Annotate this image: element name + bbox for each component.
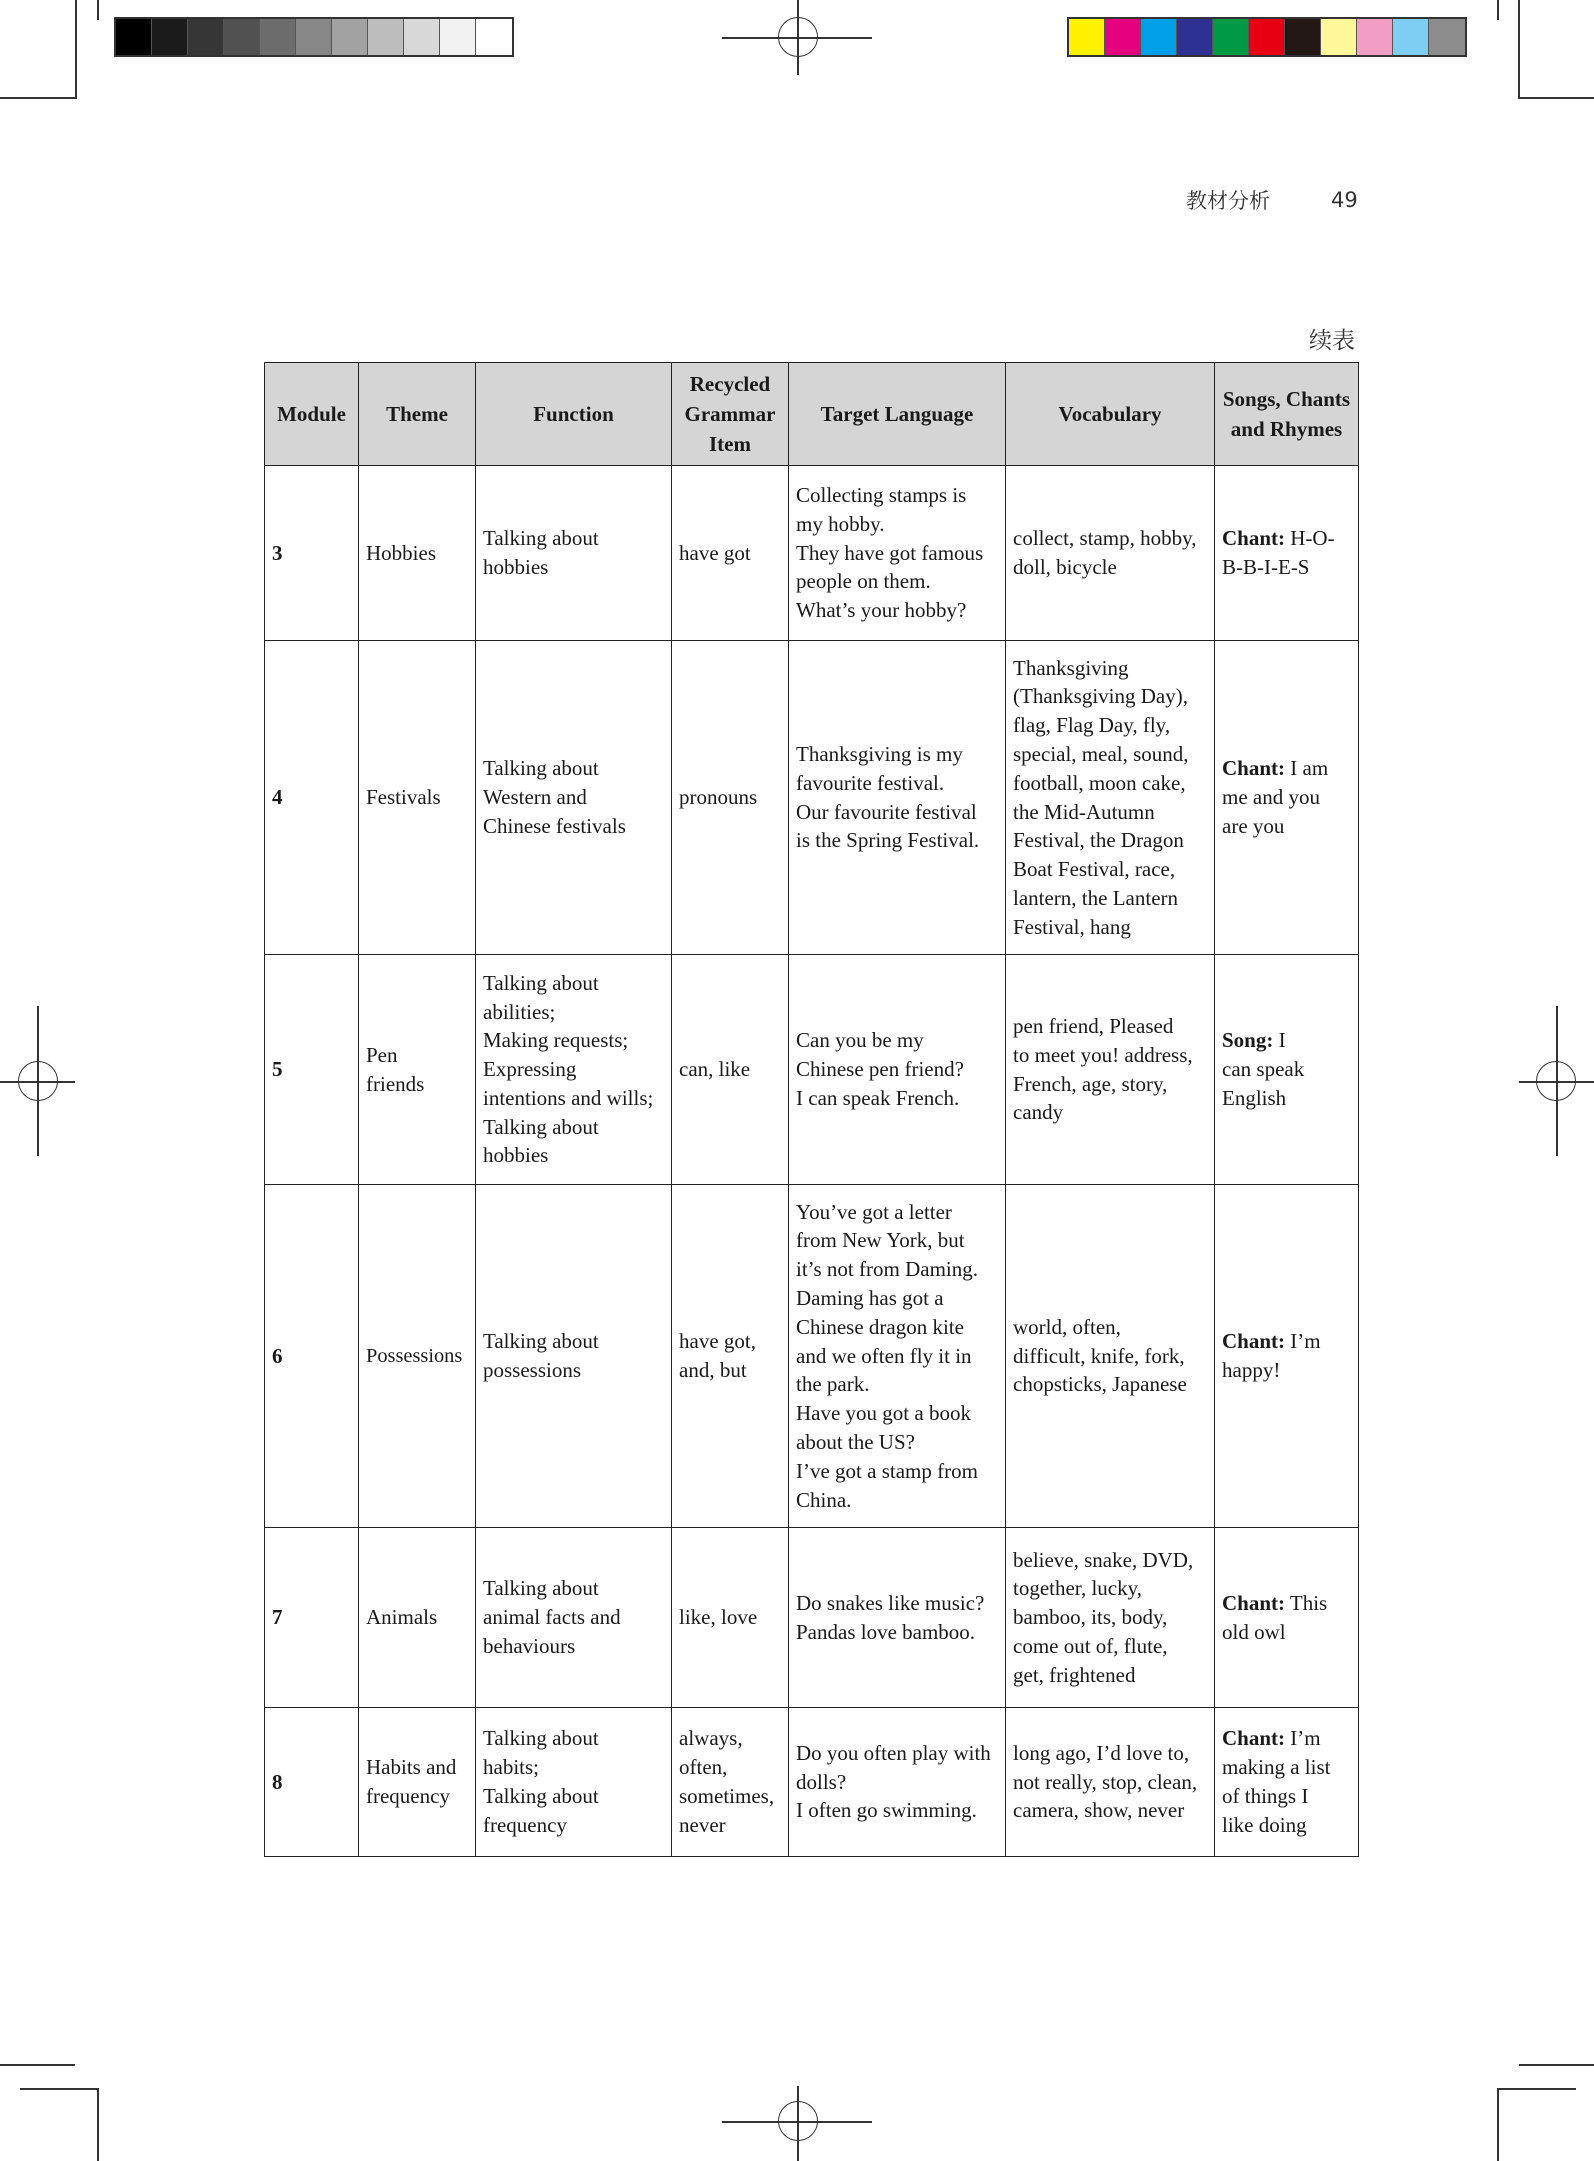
target-language-cell-line: Chinese pen friend?: [796, 1057, 964, 1082]
gray-swatch: [332, 19, 368, 55]
grayscale-color-bar: [114, 17, 514, 57]
songs-title-text: H-O-: [1285, 526, 1335, 551]
vocabulary-cell-line: bamboo, its, body,: [1013, 1605, 1168, 1630]
grammar-cell: [672, 955, 789, 1185]
gray-swatch: [476, 19, 512, 55]
theme-cell-line: Pen: [366, 1042, 398, 1067]
target-language-cell-line: is the Spring Festival.: [796, 828, 980, 853]
theme-cell: [359, 1185, 476, 1528]
color-swatch: [1321, 19, 1357, 55]
vocabulary-cell-line: flag, Flag Day, fly,: [1013, 713, 1171, 738]
target-language-cell-line: about the US?: [796, 1429, 915, 1454]
vocabulary-cell-line: doll, bicycle: [1013, 555, 1117, 579]
grammar-cell-line: pronouns: [679, 785, 758, 810]
function-cell-line: hobbies: [483, 1143, 549, 1168]
color-swatch: [1285, 19, 1321, 55]
table-row: [265, 1708, 1359, 1857]
vocabulary-cell-line: come out of, flute,: [1013, 1633, 1168, 1658]
target-language-cell-line: Our favourite festival: [796, 799, 977, 824]
songs-type-label: Song:: [1222, 1028, 1274, 1053]
gray-swatch: [116, 19, 152, 55]
function-cell-line: abilities;: [483, 999, 556, 1024]
target-language-cell-line: You’ve got a letter: [796, 1199, 952, 1224]
target-language-cell-line: What’s your hobby?: [796, 598, 967, 623]
vocabulary-cell: [1006, 955, 1215, 1185]
function-cell-line: Talking about: [483, 1726, 599, 1751]
vocabulary-cell: [1006, 466, 1215, 641]
color-swatch: [1141, 19, 1177, 55]
function-cell-line: Talking about: [483, 1329, 599, 1354]
function-cell-line: Talking about: [483, 526, 599, 551]
grammar-cell-line: sometimes,: [679, 1784, 775, 1808]
column-header: Songs, Chants and Rhymes: [1215, 363, 1359, 466]
vocabulary-cell-line: camera, show, never: [1013, 1798, 1185, 1823]
target-language-cell: [789, 955, 1006, 1185]
grammar-cell-line: and, but: [679, 1358, 747, 1382]
column-header: Module: [265, 363, 359, 466]
crop-mark: [1497, 0, 1499, 20]
target-language-cell: [789, 1185, 1006, 1528]
function-cell-line: Chinese festivals: [483, 813, 626, 838]
vocabulary-cell-line: French, age, story,: [1013, 1071, 1168, 1096]
gray-swatch: [368, 19, 404, 55]
function-cell: [476, 955, 672, 1185]
target-language-cell-line: I can speak French.: [796, 1085, 960, 1110]
songs-line: can speak: [1222, 1057, 1305, 1082]
function-cell-line: Talking about: [483, 1114, 599, 1139]
function-cell-line: Making requests;: [483, 1028, 629, 1053]
vocabulary-cell-line: (Thanksgiving Day),: [1013, 684, 1188, 709]
table-row: [265, 1185, 1359, 1528]
table-row: [265, 955, 1359, 1185]
function-cell-line: Talking about: [483, 1576, 599, 1601]
grammar-cell: [672, 1708, 789, 1857]
vocabulary-cell-line: football, moon cake,: [1013, 770, 1186, 795]
continued-label: 续表: [1309, 328, 1355, 354]
theme-cell: [359, 641, 476, 955]
function-cell: [476, 641, 672, 955]
column-header: Theme: [359, 363, 476, 466]
color-swatch: [1069, 19, 1105, 55]
page-number: 49: [1331, 188, 1358, 212]
theme-cell-line: Habits and: [366, 1755, 457, 1780]
target-language-cell-line: I often go swimming.: [796, 1798, 977, 1823]
songs-type-label: Chant:: [1222, 756, 1286, 781]
grammar-cell-line: often,: [679, 1755, 728, 1780]
registration-mark-line: [1556, 1006, 1558, 1156]
function-cell-line: habits;: [483, 1755, 539, 1780]
songs-type-label: Chant:: [1222, 526, 1286, 551]
function-cell-line: possessions: [483, 1358, 582, 1382]
gray-swatch: [296, 19, 332, 55]
songs-line: [1222, 1327, 1352, 1356]
crop-mark: [97, 0, 99, 20]
songs-type-label: Chant:: [1222, 1329, 1286, 1354]
vocabulary-cell-line: pen friend, Pleased: [1013, 1013, 1174, 1038]
vocabulary-cell-line: Festival, hang: [1013, 914, 1131, 939]
registration-mark-line: [797, 2086, 799, 2161]
theme-cell: [359, 1528, 476, 1708]
songs-line: making a list: [1222, 1755, 1331, 1780]
table-row: [265, 1528, 1359, 1708]
column-header: Recycled Grammar Item: [672, 363, 789, 466]
target-language-cell-line: people on them.: [796, 569, 931, 594]
songs-line: B-B-I-E-S: [1222, 555, 1310, 579]
vocabulary-cell-line: lantern, the Lantern: [1013, 885, 1179, 910]
theme-cell: [359, 955, 476, 1185]
vocabulary-cell-line: Festival, the Dragon: [1013, 828, 1184, 853]
function-cell-line: frequency: [483, 1812, 567, 1837]
target-language-cell-line: Have you got a book: [796, 1401, 971, 1426]
color-swatch: [1105, 19, 1141, 55]
column-header: Target Language: [789, 363, 1006, 466]
grammar-cell-line: never: [679, 1812, 726, 1837]
vocabulary-cell-line: world, often,: [1013, 1314, 1121, 1339]
column-header: Function: [476, 363, 672, 466]
module-number: 5: [265, 955, 359, 1185]
songs-title-text: I am: [1285, 756, 1329, 781]
registration-mark-line: [37, 1006, 39, 1156]
theme-cell-line: Hobbies: [366, 540, 436, 565]
theme-cell: [359, 1708, 476, 1857]
gray-swatch: [440, 19, 476, 55]
vocabulary-cell-line: Thanksgiving: [1013, 655, 1129, 680]
vocabulary-cell-line: to meet you! address,: [1013, 1042, 1193, 1067]
column-header: Vocabulary: [1006, 363, 1215, 466]
songs-title-text: I’m: [1285, 1726, 1321, 1751]
target-language-cell: [789, 1528, 1006, 1708]
target-language-cell-line: my hobby.: [796, 511, 885, 536]
crop-mark: [97, 2088, 99, 2161]
vocabulary-cell-line: difficult, knife, fork,: [1013, 1343, 1185, 1368]
songs-line: me and you: [1222, 785, 1320, 810]
target-language-cell-line: Do you often play with: [796, 1740, 991, 1765]
vocabulary-cell-line: Boat Festival, race,: [1013, 857, 1176, 882]
target-language-cell-line: Chinese dragon kite: [796, 1314, 964, 1339]
crop-mark: [1519, 97, 1594, 99]
songs-line: happy!: [1222, 1358, 1281, 1382]
songs-title-text: This: [1285, 1590, 1328, 1615]
vocabulary-cell-line: collect, stamp, hobby,: [1013, 526, 1197, 551]
target-language-cell-line: and we often fly it in: [796, 1343, 972, 1368]
songs-title-text: I’m: [1285, 1329, 1321, 1354]
function-cell: [476, 466, 672, 641]
songs-type-label: Chant:: [1222, 1726, 1286, 1751]
function-cell-line: Talking about: [483, 756, 599, 781]
target-language-cell-line: the park.: [796, 1372, 870, 1397]
vocabulary-cell-line: get, frightened: [1013, 1662, 1136, 1687]
songs-line: like doing: [1222, 1812, 1307, 1837]
function-cell: [476, 1708, 672, 1857]
songs-type-label: Chant:: [1222, 1590, 1286, 1615]
function-cell-line: Talking about: [483, 970, 599, 995]
function-cell-line: intentions and wills;: [483, 1085, 654, 1110]
vocabulary-cell-line: long ago, I’d love to,: [1013, 1740, 1190, 1765]
function-cell-line: animal facts and: [483, 1605, 621, 1630]
grammar-cell-line: always,: [679, 1726, 743, 1751]
songs-line: old owl: [1222, 1619, 1286, 1644]
songs-line: [1222, 1026, 1352, 1055]
vocabulary-cell-line: not really, stop, clean,: [1013, 1769, 1198, 1794]
function-cell-line: Talking about: [483, 1784, 599, 1808]
function-cell: [476, 1528, 672, 1708]
vocabulary-cell: [1006, 1528, 1215, 1708]
songs-cell: [1215, 1528, 1359, 1708]
color-swatch: [1429, 19, 1465, 55]
crop-mark: [75, 0, 77, 99]
table-row: [265, 641, 1359, 955]
target-language-cell-line: Collecting stamps is: [796, 483, 967, 507]
target-language-cell-line: Do snakes like music?: [796, 1590, 985, 1615]
vocabulary-cell-line: together, lucky,: [1013, 1576, 1143, 1601]
crop-mark: [1518, 0, 1520, 99]
grammar-cell-line: like, love: [679, 1605, 758, 1630]
color-swatch: [1357, 19, 1393, 55]
color-swatch: [1393, 19, 1429, 55]
songs-line: [1222, 1589, 1352, 1618]
theme-cell-line: frequency: [366, 1784, 450, 1808]
vocabulary-cell-line: special, meal, sound,: [1013, 741, 1189, 766]
process-color-bar: [1067, 17, 1467, 57]
crop-mark: [20, 2088, 99, 2090]
target-language-cell-line: favourite festival.: [796, 770, 945, 795]
function-cell-line: Western and: [483, 785, 587, 810]
registration-mark-line: [797, 0, 799, 75]
module-number: 6: [265, 1185, 359, 1528]
target-language-cell: [789, 466, 1006, 641]
vocabulary-cell-line: believe, snake, DVD,: [1013, 1547, 1194, 1572]
function-cell-line: behaviours: [483, 1633, 576, 1658]
color-swatch: [1213, 19, 1249, 55]
module-number: 7: [265, 1528, 359, 1708]
target-language-cell: [789, 1708, 1006, 1857]
module-number: 8: [265, 1708, 359, 1857]
songs-line: [1222, 524, 1352, 553]
grammar-cell: [672, 1528, 789, 1708]
target-language-cell-line: it’s not from Daming.: [796, 1257, 978, 1282]
vocabulary-cell: [1006, 1708, 1215, 1857]
songs-line: are you: [1222, 813, 1285, 838]
songs-cell: [1215, 466, 1359, 641]
target-language-cell-line: Can you be my: [796, 1028, 924, 1053]
vocabulary-cell-line: candy: [1013, 1100, 1064, 1125]
function-cell-line: hobbies: [483, 555, 549, 579]
songs-line: [1222, 1724, 1352, 1753]
vocabulary-cell: [1006, 1185, 1215, 1528]
vocabulary-cell-line: chopsticks, Japanese: [1013, 1372, 1187, 1397]
grammar-cell-line: have got: [679, 540, 751, 565]
theme-cell-line: Festivals: [366, 785, 441, 810]
syllabus-table: [264, 362, 1359, 1857]
grammar-cell-line: have got,: [679, 1329, 756, 1354]
color-swatch: [1177, 19, 1213, 55]
crop-mark: [0, 2064, 75, 2066]
gray-swatch: [260, 19, 296, 55]
songs-line: [1222, 754, 1352, 783]
target-language-cell-line: Pandas love bamboo.: [796, 1619, 976, 1644]
target-language-cell-line: from New York, but: [796, 1228, 965, 1253]
target-language-cell-line: Daming has got a: [796, 1286, 944, 1310]
songs-line: English: [1222, 1085, 1287, 1110]
grammar-cell-line: can, like: [679, 1057, 751, 1082]
function-cell-line: Expressing: [483, 1057, 577, 1082]
module-number: 3: [265, 466, 359, 641]
running-head: 教材分析: [1186, 189, 1270, 213]
crop-mark: [1497, 2088, 1499, 2161]
target-language-cell-line: Thanksgiving is my: [796, 741, 963, 766]
songs-cell: [1215, 1708, 1359, 1857]
crop-mark: [1519, 2064, 1594, 2066]
crop-mark: [0, 97, 75, 99]
target-language-cell-line: They have got famous: [796, 540, 984, 565]
target-language-cell-line: I’ve got a stamp from: [796, 1458, 978, 1483]
theme-cell-line: friends: [366, 1071, 425, 1096]
module-number: 4: [265, 641, 359, 955]
gray-swatch: [224, 19, 260, 55]
songs-title-text: I: [1273, 1028, 1286, 1053]
theme-cell-line: Animals: [366, 1605, 438, 1630]
songs-cell: [1215, 955, 1359, 1185]
gray-swatch: [188, 19, 224, 55]
crop-mark: [1497, 2088, 1576, 2090]
songs-cell: [1215, 1185, 1359, 1528]
function-cell: [476, 1185, 672, 1528]
color-swatch: [1249, 19, 1285, 55]
songs-line: of things I: [1222, 1784, 1309, 1808]
vocabulary-cell: [1006, 641, 1215, 955]
target-language-cell-line: dolls?: [796, 1769, 847, 1794]
grammar-cell: [672, 466, 789, 641]
target-language-cell-line: China.: [796, 1487, 852, 1512]
table-header-row: [265, 363, 1359, 466]
gray-swatch: [404, 19, 440, 55]
theme-cell: [359, 466, 476, 641]
vocabulary-cell-line: the Mid-Autumn: [1013, 799, 1155, 824]
table-row: [265, 466, 1359, 641]
gray-swatch: [152, 19, 188, 55]
theme-cell-line: Possessions: [366, 1344, 463, 1367]
grammar-cell: [672, 1185, 789, 1528]
songs-cell: [1215, 641, 1359, 955]
target-language-cell: [789, 641, 1006, 955]
grammar-cell: [672, 641, 789, 955]
